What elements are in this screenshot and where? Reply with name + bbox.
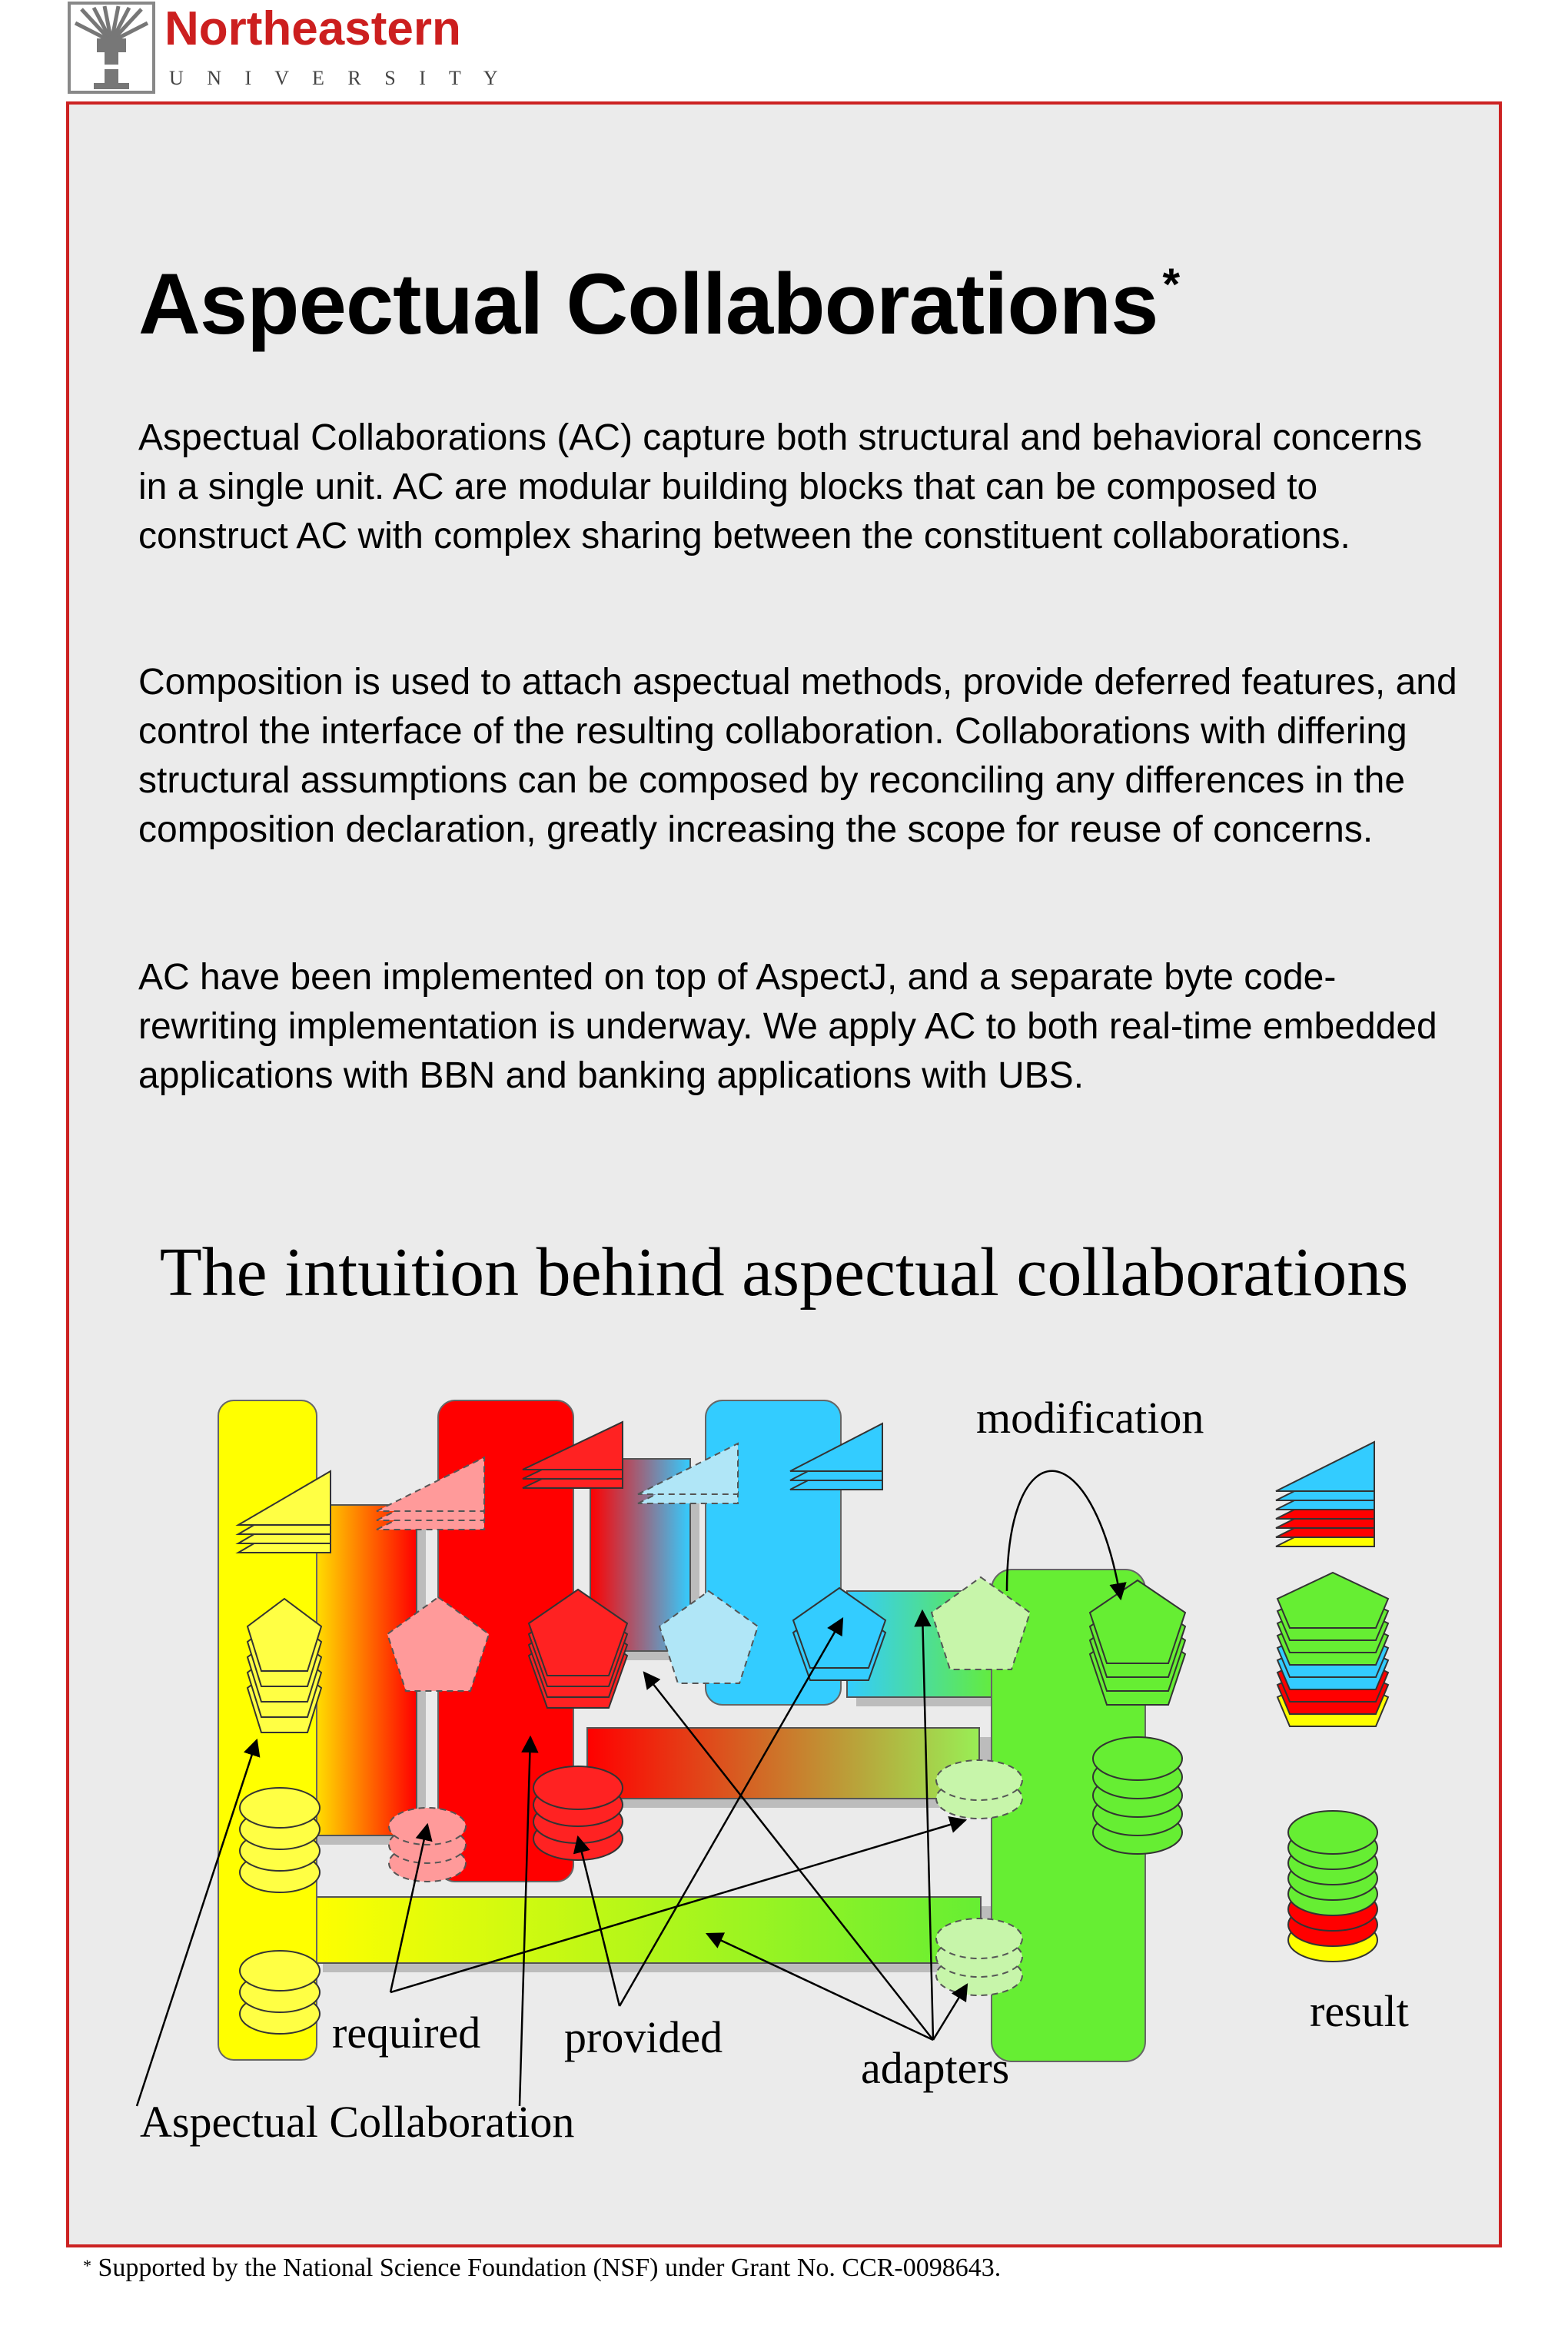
diagram-title: The intuition behind aspectual collaborations [159,1234,1409,1311]
logo-subtitle: U N I V E R S I T Y [169,67,507,89]
class-stack-red-triangles-required [377,1457,484,1530]
paragraph-composition: Composition is used to attach aspectual methods, provide deferred features, and control the interface of the resulting collaboration. Collaborations with differing structural assumptions can be composed by reconciling any differences in the composition declaration, greatly increasing the scope for reuse of concerns. [138,662,1457,850]
adapters-arrow-4 [933,1985,967,2040]
paragraph-intro: Aspectual Collaborations (AC) capture both structural and behavioral concerns in a single unit. AC are modular building blocks that can be composed to construct AC with complex sharing between the constituent collaborations. [138,417,1423,556]
northeastern-logo [66,0,558,97]
torch-seal-icon [69,3,154,92]
footnote [83,2254,1001,2283]
footnote-mark: * [83,2256,91,2275]
data-stack-green-discs [1093,1737,1182,1854]
logo-name: Northeastern [164,2,461,55]
result-triangle-stack [1276,1442,1374,1546]
data-stack-red-discs [533,1766,623,1860]
footnote-text: Supported by the National Science Foundation (NSF) under Grant No. CCR-0098643. [91,2254,1002,2282]
connector-red-green [587,1728,979,1799]
page-title [138,256,1180,352]
collaboration-diagram [0,1368,1568,2175]
label-provided: provided [564,2012,723,2062]
label-adapters: adapters [861,2043,1010,2093]
title-text: Aspectual Collaborations [138,256,1158,352]
paragraph-implementation: AC have been implemented on top of AspectJ, and a separate byte code-rewriting implementation is underway. We apply AC to both real-time embedded applications with BBN and banking applications with UBS. [138,957,1437,1096]
result-disc-stack [1288,1811,1377,1962]
result-pentagon-stack [1277,1573,1388,1726]
label-result: result [1310,1986,1409,2036]
label-required: required [332,2008,481,2058]
label-aspectual-collaboration: Aspectual Collaboration [140,2097,575,2147]
title-footnote-mark: * [1162,260,1180,310]
data-stack-red-required-discs [389,1808,466,1882]
connector-yellow-green [312,1897,981,1963]
label-modification: modification [976,1393,1204,1443]
method-stack-yellow-pentagons [247,1599,321,1732]
